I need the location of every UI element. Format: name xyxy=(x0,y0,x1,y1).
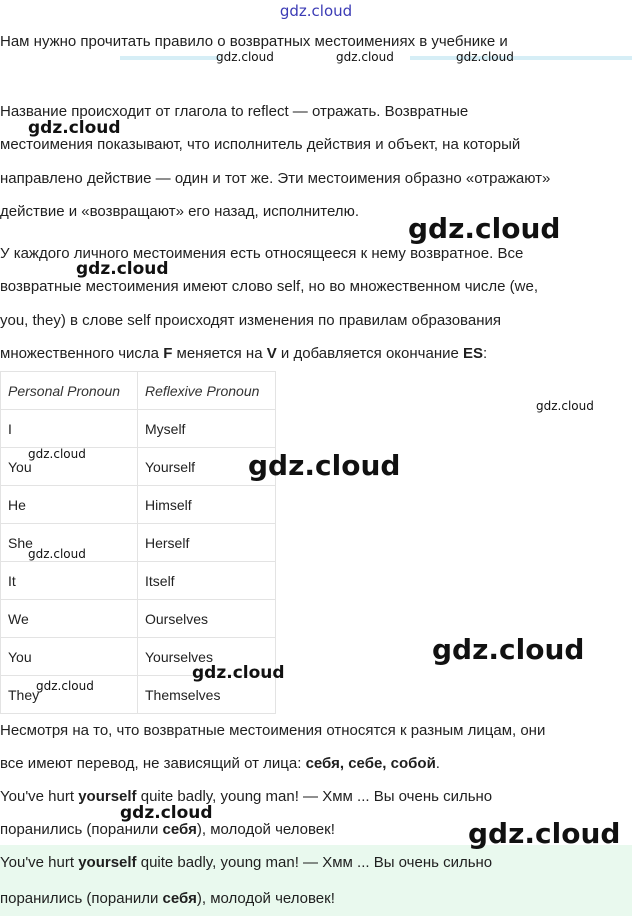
text-run: You've hurt xyxy=(0,854,79,871)
text-run: : xyxy=(483,345,488,362)
text-run: ), молодой человек! xyxy=(196,821,335,838)
watermark: gdz.cloud xyxy=(120,803,213,823)
bold-sebya: себя xyxy=(162,890,197,907)
watermark: gdz.cloud xyxy=(456,50,514,64)
table-header-row xyxy=(1,372,276,410)
paragraph1-line: действие и «возвращают» его назад, исполнителю. xyxy=(0,203,359,220)
cut-line-strip xyxy=(120,56,220,60)
watermark: gdz.cloud xyxy=(536,399,594,413)
text-run: . xyxy=(435,755,440,772)
text-run: ), молодой человек! xyxy=(196,890,335,907)
table-row xyxy=(1,486,276,524)
paragraph2-line: you, they) в слове self происходят изменения по правилам образования xyxy=(0,312,501,329)
watermark: gdz.cloud xyxy=(192,663,285,683)
text-run: поранились (поранили xyxy=(0,821,163,838)
watermark: gdz.cloud xyxy=(468,817,621,850)
watermark: gdz.cloud xyxy=(28,118,121,138)
reflexive-cell: Myself xyxy=(138,410,276,448)
example-line xyxy=(0,780,632,814)
watermark: gdz.cloud xyxy=(76,259,169,279)
personal-cell: We xyxy=(1,600,138,638)
paragraph3-line xyxy=(0,747,632,781)
paragraph2-line: У каждого личного местоимения есть относящееся к нему возвратное. Все xyxy=(0,245,524,262)
header-reflexive: Reflexive Pronoun xyxy=(138,372,276,410)
watermark: gdz.cloud xyxy=(408,212,561,245)
bold-translation: себя, себе, собой xyxy=(305,755,436,772)
watermark: gdz.cloud xyxy=(216,50,274,64)
watermark: gdz.cloud xyxy=(336,50,394,64)
personal-cell: You xyxy=(1,448,138,486)
watermark: gdz.cloud xyxy=(28,447,86,461)
reflexive-cell: Yourself xyxy=(138,448,276,486)
highlighted-example-line xyxy=(0,846,632,880)
bold-letter-f: F xyxy=(163,345,173,362)
highlighted-example-line xyxy=(0,882,632,916)
text-run: You've hurt xyxy=(0,788,79,805)
intro-line: Нам нужно прочитать правило о возвратных местоимениях в учебнике и xyxy=(0,33,508,50)
text-run: меняется на xyxy=(172,345,267,362)
watermark: gdz.cloud xyxy=(36,679,94,693)
personal-cell: You xyxy=(1,638,138,676)
reflexive-cell: Herself xyxy=(138,524,276,562)
text-run: множественного числа xyxy=(0,345,164,362)
paragraph1-line: Название происходит от глагола to reflect — отражать. Возвратные xyxy=(0,103,469,120)
table-row xyxy=(1,562,276,600)
reflexive-cell: Himself xyxy=(138,486,276,524)
cut-line-strip xyxy=(410,56,632,60)
paragraph2-line xyxy=(0,337,632,371)
reflexive-cell: Ourselves xyxy=(138,600,276,638)
header-watermark: gdz.cloud xyxy=(279,2,353,20)
bold-yourself: yourself xyxy=(78,788,137,805)
paragraph2-line: возвратные местоимения имеют слово self, но во множественном числе (we, xyxy=(0,278,538,295)
bold-ending-es: ES xyxy=(463,345,484,362)
text-run: поранились (поранили xyxy=(0,890,163,907)
text-run: quite badly, young man! — Хмм ... Вы очень сильно xyxy=(136,788,493,805)
personal-cell: It xyxy=(1,562,138,600)
table-row xyxy=(1,600,276,638)
personal-cell: She xyxy=(1,524,138,562)
paragraph3-line: Несмотря на то, что возвратные местоимения относятся к разным лицам, они xyxy=(0,722,546,739)
reflexive-cell: Yourselves xyxy=(138,638,276,676)
reflexive-cell: Themselves xyxy=(138,676,276,714)
watermark: gdz.cloud xyxy=(28,547,86,561)
personal-cell: He xyxy=(1,486,138,524)
text-run: quite badly, young man! — Хмм ... Вы очень сильно xyxy=(136,854,493,871)
text-run: все имеют перевод, не зависящий от лица: xyxy=(0,755,306,772)
paragraph1-line: местоимения показывают, что исполнитель действия и объект, на который xyxy=(0,136,521,153)
bold-sebya: себя xyxy=(162,821,197,838)
table-row xyxy=(1,410,276,448)
personal-cell: I xyxy=(1,410,138,448)
paragraph1-line: направлено действие — один и тот же. Эти местоимения образно «отражают» xyxy=(0,170,551,187)
personal-cell: They xyxy=(1,676,138,714)
watermark: gdz.cloud xyxy=(432,633,585,666)
bold-letter-v: V xyxy=(266,345,277,362)
reflexive-cell: Itself xyxy=(138,562,276,600)
header-personal: Personal Pronoun xyxy=(1,372,138,410)
watermark: gdz.cloud xyxy=(248,449,401,482)
text-run: и добавляется окончание xyxy=(276,345,463,362)
bold-yourself: yourself xyxy=(78,854,137,871)
